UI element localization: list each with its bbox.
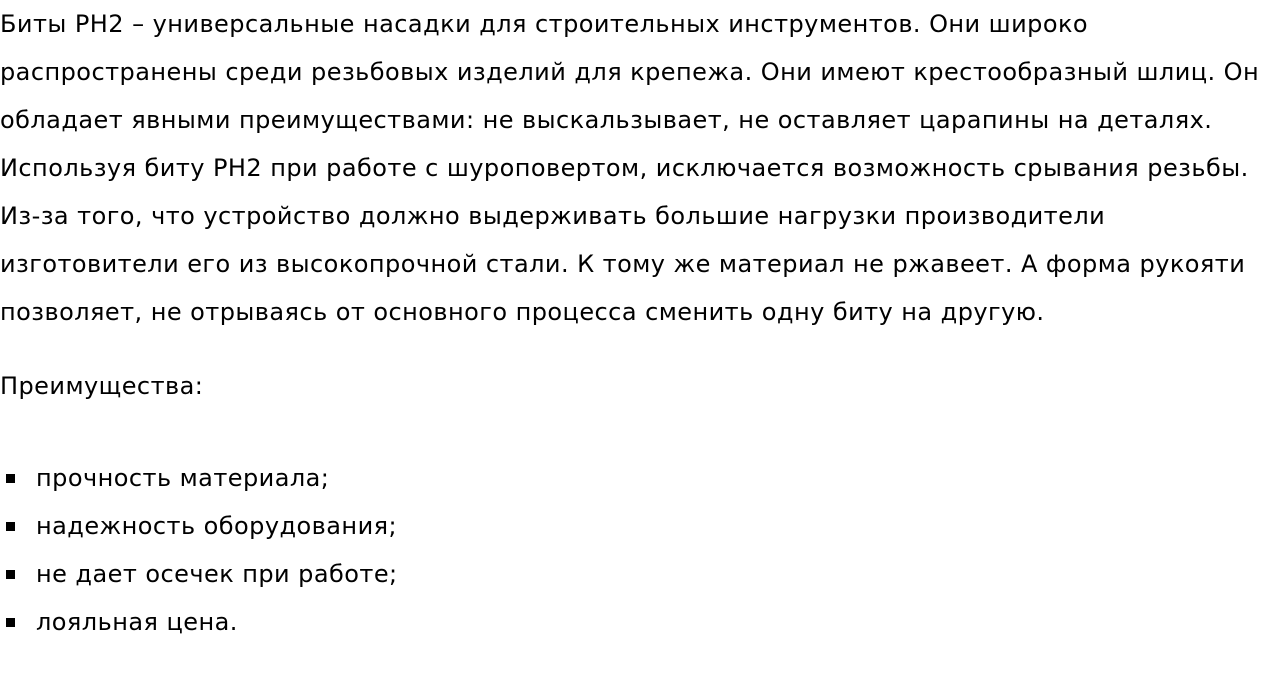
square-bullet-icon	[6, 618, 15, 627]
list-item	[0, 598, 1270, 646]
square-bullet-icon	[6, 522, 15, 531]
list-item	[0, 550, 1270, 598]
square-bullet-icon	[6, 570, 15, 579]
advantages-heading: Преимущества:	[0, 372, 204, 400]
list-item-text: не дает осечек при работе;	[36, 560, 398, 588]
list-item	[0, 502, 1270, 550]
description-paragraph: Биты PH2 – универсальные насадки для строительных инструментов. Они широко распространены среди резьбовых изделий для крепежа. Они имеют крестообразный шлиц. Он обладает явными преимуществами: не выскальзывает, не оставляет царапины на деталях. Используя биту PH2 при работе с шуроповертом, исключается возможность срывания резьбы. Из-за того, что устройство должно выдерживать большие нагрузки производители изготовители его из высокопрочной стали. К тому же материал не ржавеет. А форма рукояти позволяет, не отрываясь от основного процесса сменить одну биту на другую.	[0, 10, 1260, 326]
list-item-text: прочность материала;	[36, 464, 330, 492]
list-item-text: лояльная цена.	[36, 608, 238, 636]
list-item	[0, 454, 1270, 502]
square-bullet-icon	[6, 474, 15, 483]
list-item-text: надежность оборудования;	[36, 512, 398, 540]
advantages-list	[0, 454, 1270, 646]
